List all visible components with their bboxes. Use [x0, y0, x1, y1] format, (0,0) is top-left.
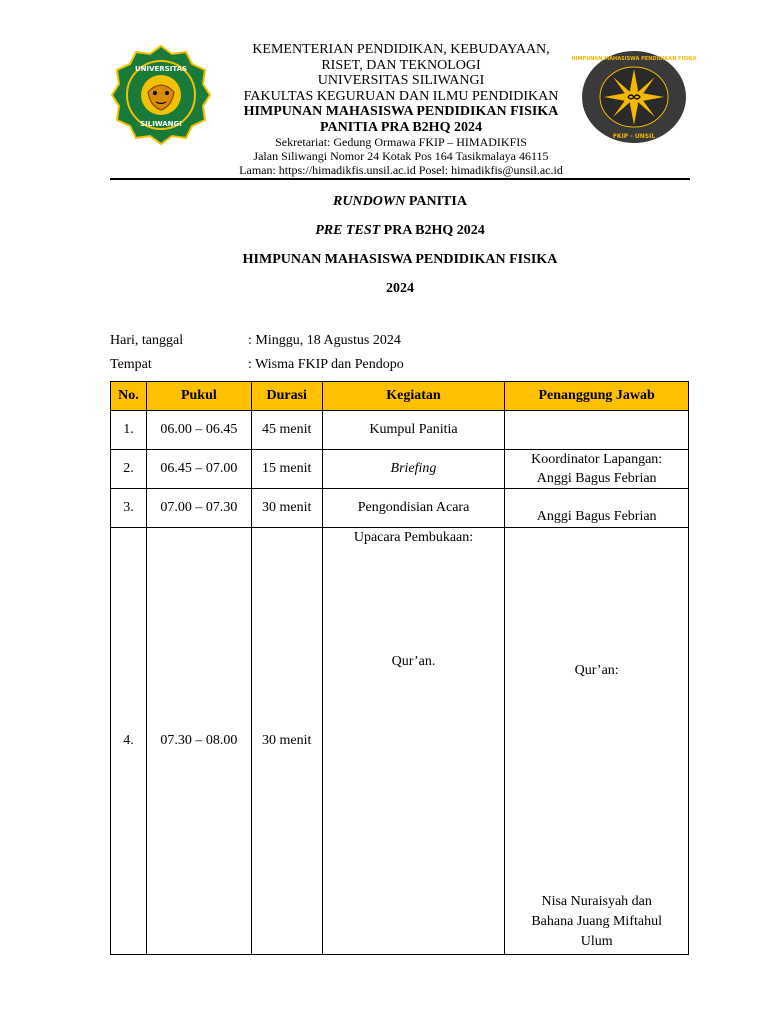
title-org: HIMPUNAN MAHASISWA PENDIDIKAN FISIKA [242, 252, 558, 267]
letterhead-secretariat: Sekretariat: Gedung Ormawa FKIP – HIMADIKFIS [275, 135, 527, 149]
kegiatan-line: Qur’an. [391, 654, 436, 669]
cell-durasi: 45 menit [251, 411, 322, 450]
letterhead-committee: PANITIA PRA B2HQ 2024 [320, 119, 482, 135]
pj-line: Koordinator Lapangan: [531, 452, 663, 467]
cell-pj [505, 528, 689, 955]
event-info [110, 331, 610, 379]
table-row [111, 489, 689, 528]
cell-pukul: 07.30 – 08.00 [146, 528, 251, 955]
letterhead-line: KEMENTERIAN PENDIDIKAN, KEBUDAYAAN, [252, 42, 550, 57]
letterhead-address: Jalan Siliwangi Nomor 24 Kotak Pos 164 Tasikmalaya 46115 [253, 149, 549, 163]
table-row [111, 411, 689, 450]
cell-no: 1. [111, 411, 147, 450]
title-rundown: RUNDOWN PANITIA [333, 194, 467, 209]
info-date-value: : Minggu, 18 Agustus 2024 [248, 333, 401, 348]
title-event: PRE TEST PRA B2HQ 2024 [315, 223, 485, 238]
letterhead-line: UNIVERSITAS SILIWANGI [317, 73, 485, 88]
table-row [111, 450, 689, 489]
info-date-row [110, 331, 610, 355]
letterhead-line: RISET, DAN TEKNOLOGI [321, 57, 481, 73]
letterhead [215, 42, 587, 177]
cell-pukul: 07.00 – 07.30 [146, 489, 251, 528]
unsil-logo-text-bottom: SILIWANGI [140, 120, 182, 128]
pj-line: Bahana Juang Miftahul [531, 914, 662, 929]
unsil-logo [110, 44, 212, 146]
cell-kegiatan: Briefing [322, 450, 505, 489]
cell-kegiatan: Kumpul Panitia [322, 411, 505, 450]
cell-kegiatan: Pengondisian Acara [322, 489, 505, 528]
info-place-row [110, 355, 610, 379]
letterhead-contact: Laman: https://himadikfis.unsil.ac.id Posel: himadikfis@unsil.ac.id [239, 163, 563, 177]
letterhead-divider [110, 178, 690, 180]
cell-pj [505, 489, 689, 528]
cell-pj [505, 450, 689, 489]
info-place-value: : Wisma FKIP dan Pendopo [248, 357, 404, 372]
cell-no: 3. [111, 489, 147, 528]
cell-durasi: 30 menit [251, 528, 322, 955]
cell-pj [505, 411, 689, 450]
cell-no: 2. [111, 450, 147, 489]
kegiatan-line: Upacara Pembukaan: [353, 530, 474, 545]
info-date-label: Hari, tanggal [110, 333, 184, 348]
info-place-label: Tempat [110, 357, 152, 372]
letterhead-org: HIMPUNAN MAHASISWA PENDIDIKAN FISIKA [243, 104, 559, 119]
cell-no: 4. [111, 528, 147, 955]
cell-durasi: 30 menit [251, 489, 322, 528]
header-pukul: Pukul [146, 382, 251, 411]
table-header-row [111, 382, 689, 411]
header-penanggung-jawab: Penanggung Jawab [505, 382, 689, 411]
cell-pukul: 06.45 – 07.00 [146, 450, 251, 489]
cell-durasi: 15 menit [251, 450, 322, 489]
table-row [111, 528, 689, 955]
header-no: No. [111, 382, 147, 411]
title-year: 2024 [386, 281, 414, 296]
letterhead-line: FAKULTAS KEGURUAN DAN ILMU PENDIDIKAN [243, 88, 559, 104]
pj-line: Qur’an: [574, 663, 619, 678]
rundown-table [110, 381, 689, 955]
pj-line: Ulum [580, 934, 613, 949]
header-kegiatan: Kegiatan [322, 382, 505, 411]
cell-pukul: 06.00 – 06.45 [146, 411, 251, 450]
pj-line: Anggi Bagus Febrian [536, 509, 657, 524]
himadikfis-logo-bottom-text: FKIP - UNSIL [612, 133, 656, 140]
unsil-logo-text-top: UNIVERSITAS [134, 65, 188, 73]
himadikfis-logo-ring-text: HIMPUNAN MAHASISWA PENDIDIKAN FISIKA [571, 56, 697, 62]
pj-line: Anggi Bagus Febrian [536, 471, 657, 486]
header-durasi: Durasi [251, 382, 322, 411]
himadikfis-logo [571, 50, 697, 144]
document-titles [110, 192, 690, 308]
cell-kegiatan [322, 528, 505, 955]
pj-line: Nisa Nuraisyah dan [541, 894, 652, 909]
